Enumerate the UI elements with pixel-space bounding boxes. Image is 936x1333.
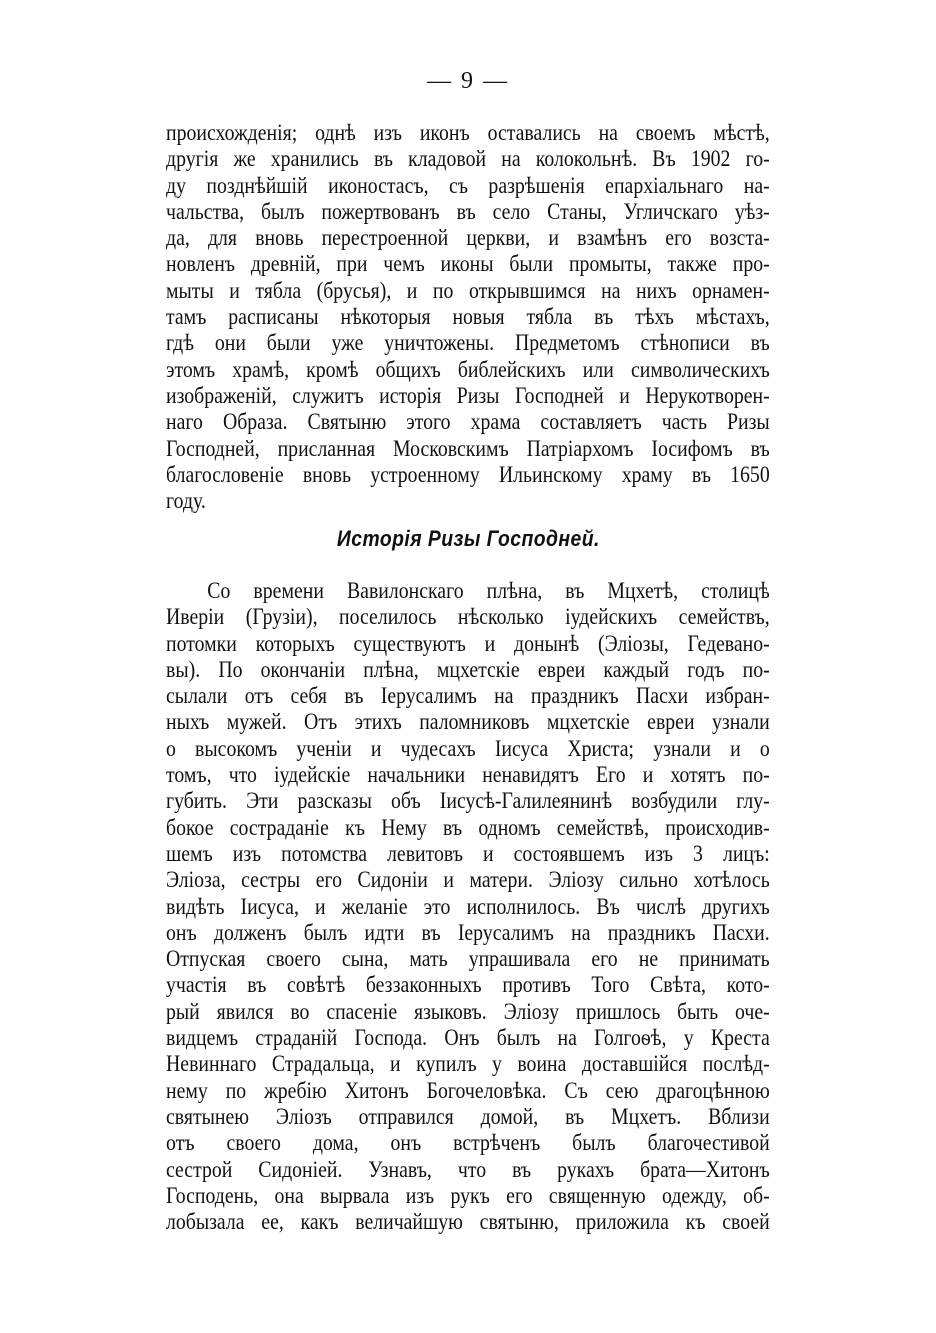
text-line: Иверіи (Грузіи), поселилось нѣсколько іудейскихъ семействъ, (166, 604, 770, 630)
text-line: онъ долженъ былъ идти въ Іерусалимъ на праздникъ Пасхи. (166, 919, 770, 945)
text-line: видцемъ страданій Господа. Онъ былъ на Голгоѳѣ, у Креста (166, 1025, 770, 1051)
text-line: тамъ расписаны нѣкоторыя новыя тябла въ тѣхъ мѣстахъ, (166, 304, 770, 330)
text-line: Господней, присланная Московскимъ Патріархомъ Іосифомъ въ (166, 435, 770, 461)
text-line: благословеніе вновь устроенному Ильинскому храму въ 1650 (166, 461, 770, 487)
text-line: нему по жребію Хитонъ Богочеловѣка. Съ сею драгоцѣнною (166, 1077, 770, 1103)
text-line: Невиннаго Страдальца, и купилъ у воина доставшійся послѣд- (166, 1051, 770, 1077)
text-line: гдѣ они были уже уничтожены. Предметомъ стѣнописи въ (166, 330, 770, 356)
text-line: губить. Эти разсказы объ Іисусѣ-Галилеянинѣ возбудили глу- (166, 788, 770, 814)
text-line: потомки которыхъ существуютъ и донынѣ (Эліозы, Гедевано- (166, 630, 770, 656)
text-line: происхожденія; однѣ изъ иконъ оставались на своемъ мѣстѣ, (166, 120, 770, 145)
text-line: видѣть Іисуса, и желаніе это исполнилось. Въ числѣ другихъ (166, 893, 770, 919)
text-line: другія же хранились въ кладовой на колокольнѣ. Въ 1902 го- (166, 146, 770, 172)
text-line: этомъ храмѣ, кромѣ общихъ библейскихъ или символическихъ (166, 356, 770, 382)
text-line: наго Образа. Святыню этого храма составляетъ часть Ризы (166, 409, 770, 435)
text-line: участія въ совѣтѣ беззаконныхъ противъ Того Свѣта, кото- (166, 972, 770, 998)
text-line: Господень, она вырвала изъ рукъ его священную одежду, об- (166, 1182, 770, 1208)
text-line: Со времени Вавилонскаго плѣна, въ Мцхетѣ, столицѣ (207, 578, 770, 603)
text-line: да, для вновь перестроенной церкви, и взамѣнъ его возста- (166, 225, 770, 251)
section-heading (0, 526, 936, 552)
text-line: чальства, былъ пожертвованъ въ село Станы, Угличскаго уѣз- (166, 198, 770, 224)
text-line: Отпуская своего сына, мать упрашивала его не принимать (166, 946, 770, 972)
paragraph-intro (166, 120, 770, 514)
text-line: ду позднѣйшій иконостасъ, съ разрѣшенія епархіальнаго на- (166, 172, 770, 198)
text-line: сылали отъ себя въ Іерусалимъ на праздникъ Пасхи избран- (166, 683, 770, 709)
section-heading-text: Исторія Ризы Господней. (336, 526, 600, 551)
text-line: святынею Эліозъ отправился домой, въ Мцхетъ. Вблизи (166, 1103, 770, 1129)
text-line: году. (166, 488, 206, 514)
text-line: новленъ древній, при чемъ иконы были промыты, также про- (166, 251, 770, 277)
paragraph-history (166, 578, 770, 1235)
text-line: Эліоза, сестры его Сидоніи и матери. Эліозу сильно хотѣлось (166, 867, 770, 893)
text-line: лобызала ее, какъ величайшую святыню, приложила къ своей (166, 1209, 770, 1235)
text-line: томъ, что іудейскіе начальники ненавидятъ Его и хотятъ по- (166, 762, 770, 788)
text-line: отъ своего дома, онъ встрѣченъ былъ благочестивой (166, 1130, 770, 1156)
page-number: — 9 — (427, 68, 509, 94)
text-line: шемъ изъ потомства левитовъ и состоявшемъ изъ 3 лицъ: (166, 840, 770, 866)
text-line: о высокомъ ученіи и чудесахъ Іисуса Христа; узнали и о (166, 735, 770, 761)
text-line: вы). По окончаніи плѣна, мцхетскіе евреи каждый годъ по- (166, 656, 770, 682)
text-line: бокое состраданіе къ Нему въ одномъ семействѣ, происходив- (166, 814, 770, 840)
text-line: мыты и тябла (брусья), и по открывшимся на нихъ орнамен- (166, 277, 770, 303)
text-line: изображеній, служитъ исторія Ризы Господней и Нерукотворен- (166, 382, 770, 408)
text-line: ныхъ мужей. Отъ этихъ паломниковъ мцхетскіе евреи узнали (166, 709, 770, 735)
text-line: сестрой Сидоніей. Узнавъ, что въ рукахъ брата—Хитонъ (166, 1156, 770, 1182)
text-line: рый явился во спасеніе языковъ. Эліозу пришлось быть оче- (166, 998, 770, 1024)
